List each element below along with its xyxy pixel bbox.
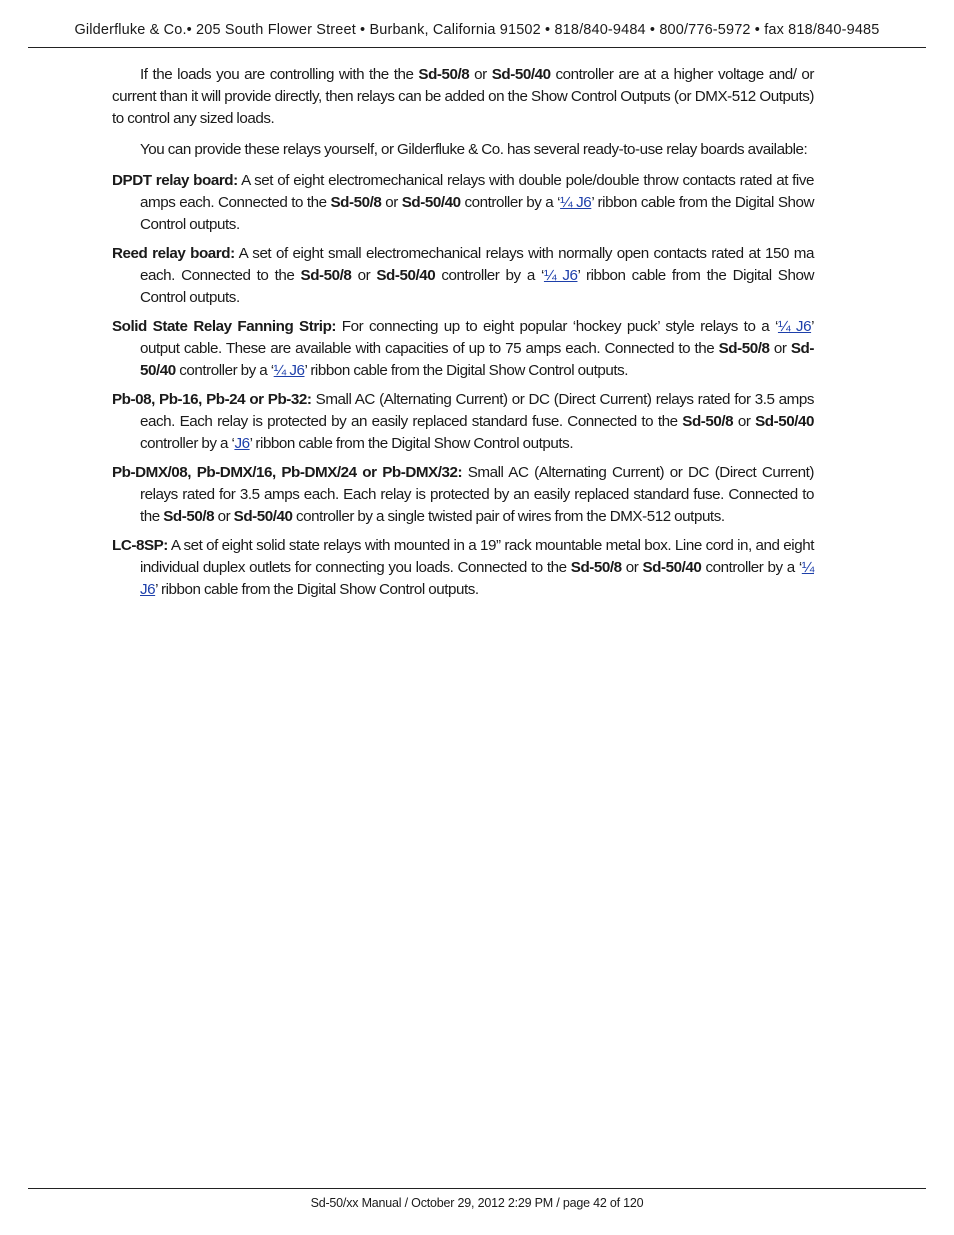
text-run: A set of eight small electromechanical relays with normally open contacts rated at 150 ma each. Connected to the <box>140 245 814 284</box>
text-run: If the loads you are controlling with the the <box>140 66 419 83</box>
text-run: controller by a ‘ <box>460 194 561 211</box>
j6-link[interactable]: ¼ J6 <box>777 318 812 335</box>
text-run: or <box>381 194 402 211</box>
j6-link[interactable]: ¼ J6 <box>543 267 578 284</box>
product-name: Sd-50/8 <box>570 559 622 576</box>
text-run: or <box>469 66 492 83</box>
text-run: For connecting up to eight popular ‘hockey puck’ style relays to a ‘ <box>336 318 778 335</box>
page-footer: Sd-50/xx Manual / October 29, 2012 2:29 PM / page 42 of 120 <box>310 1196 644 1210</box>
product-name: Sd-50/8 <box>330 194 382 211</box>
j6-link[interactable]: ¼ J6 <box>560 194 592 211</box>
relay-item-lc-8sp <box>112 535 814 601</box>
j6-link[interactable]: ¼ J6 <box>140 559 815 598</box>
main-content <box>112 64 814 608</box>
text-run: Small AC (Alternating Current) or DC (Direct Current) relays rated for 3.5 amps each. Each relay is protected by an easily replaced standard fuse. Connected to the <box>140 464 814 525</box>
text-run: ’ ribbon cable from the Digital Show Control outputs. <box>155 581 479 598</box>
item-title: LC-8SP: <box>112 537 168 554</box>
text-run: controller by a ‘ <box>140 435 235 452</box>
text-run: ’ ribbon cable from the Digital Show Control outputs. <box>249 435 574 452</box>
text-run: ’ ribbon cable from the Digital Show Control outputs. <box>140 194 815 233</box>
item-title: Pb-DMX/08, Pb-DMX/16, Pb-DMX/24 or Pb-DMX/32: <box>112 464 463 481</box>
text-run: A set of eight solid state relays with mounted in a 19” rack mountable metal box. Line cord in, and eight individual duplex outlets for connecting you loads. Connected to the <box>140 537 814 576</box>
intro-paragraph-1 <box>112 64 814 130</box>
product-name: Sd-50/40 <box>755 413 814 430</box>
relay-item-pb <box>112 389 814 455</box>
text-run: controller by a single twisted pair of wires from the DMX-512 outputs. <box>292 508 725 525</box>
text-run: A set of eight electromechanical relays with double pole/double throw contacts rated at five amps each. Connected to the <box>140 172 814 211</box>
text-run: or <box>214 508 234 525</box>
page-header: Gilderfluke & Co.• 205 South Flower Street • Burbank, California 91502 • 818/840-9484 • 800/776-5972 • fax 818/840-9485 <box>74 22 880 38</box>
text-run: controller by a ‘ <box>175 362 274 379</box>
product-name: Sd-50/8 <box>300 267 352 284</box>
product-name: Sd-50/40 <box>401 194 461 211</box>
item-title: DPDT relay board: <box>112 172 238 189</box>
intro-paragraph-2: You can provide these relays yourself, or Gilderfluke & Co. has several ready-to-use relay boards available: <box>140 141 808 158</box>
product-name: Sd-50/8 <box>718 340 770 357</box>
j6-link[interactable]: J6 <box>234 435 250 452</box>
text-run: controller by a ‘ <box>701 559 802 576</box>
item-title: Reed relay board: <box>112 245 235 262</box>
product-name: Sd-50/40 <box>140 340 814 379</box>
footer-divider <box>28 1188 926 1189</box>
text-run: ’ ribbon cable from the Digital Show Control outputs. <box>304 362 629 379</box>
text-run: controller are at a higher voltage and/ or current than it will provide directly, then relays can be added on the Show Control Outputs (or DMX-512 Outputs) to control any sized loads. <box>112 66 814 127</box>
relay-item-ssr-fanning-strip <box>112 316 814 382</box>
product-name: Sd-50/40 <box>491 66 551 83</box>
relay-item-dpdt <box>112 170 814 236</box>
item-title: Pb-08, Pb-16, Pb-24 or Pb-32: <box>112 391 312 408</box>
product-name: Sd-50/40 <box>233 508 293 525</box>
product-name: Sd-50/8 <box>163 508 215 525</box>
product-name: Sd-50/40 <box>376 267 436 284</box>
text-run: ’ output cable. These are available with capacities of up to 75 amps each. Connected to the <box>140 318 815 357</box>
relay-item-pb-dmx <box>112 462 814 528</box>
item-title: Solid State Relay Fanning Strip: <box>112 318 337 335</box>
text-run: or <box>733 413 756 430</box>
product-name: Sd-50/8 <box>682 413 734 430</box>
text-run: or <box>769 340 791 357</box>
product-name: Sd-50/8 <box>418 66 470 83</box>
text-run: ’ ribbon cable from the Digital Show Control outputs. <box>140 267 815 306</box>
relay-item-reed <box>112 243 814 309</box>
j6-link[interactable]: ¼ J6 <box>273 362 305 379</box>
text-run: Small AC (Alternating Current) or DC (Direct Current) relays rated for 3.5 amps each. Each relay is protected by an easily replaced standard fuse. Connected to the <box>140 391 814 430</box>
text-run: or <box>621 559 643 576</box>
text-run: or <box>351 267 377 284</box>
product-name: Sd-50/40 <box>642 559 702 576</box>
text-run: controller by a ‘ <box>435 267 544 284</box>
header-divider <box>28 47 926 48</box>
